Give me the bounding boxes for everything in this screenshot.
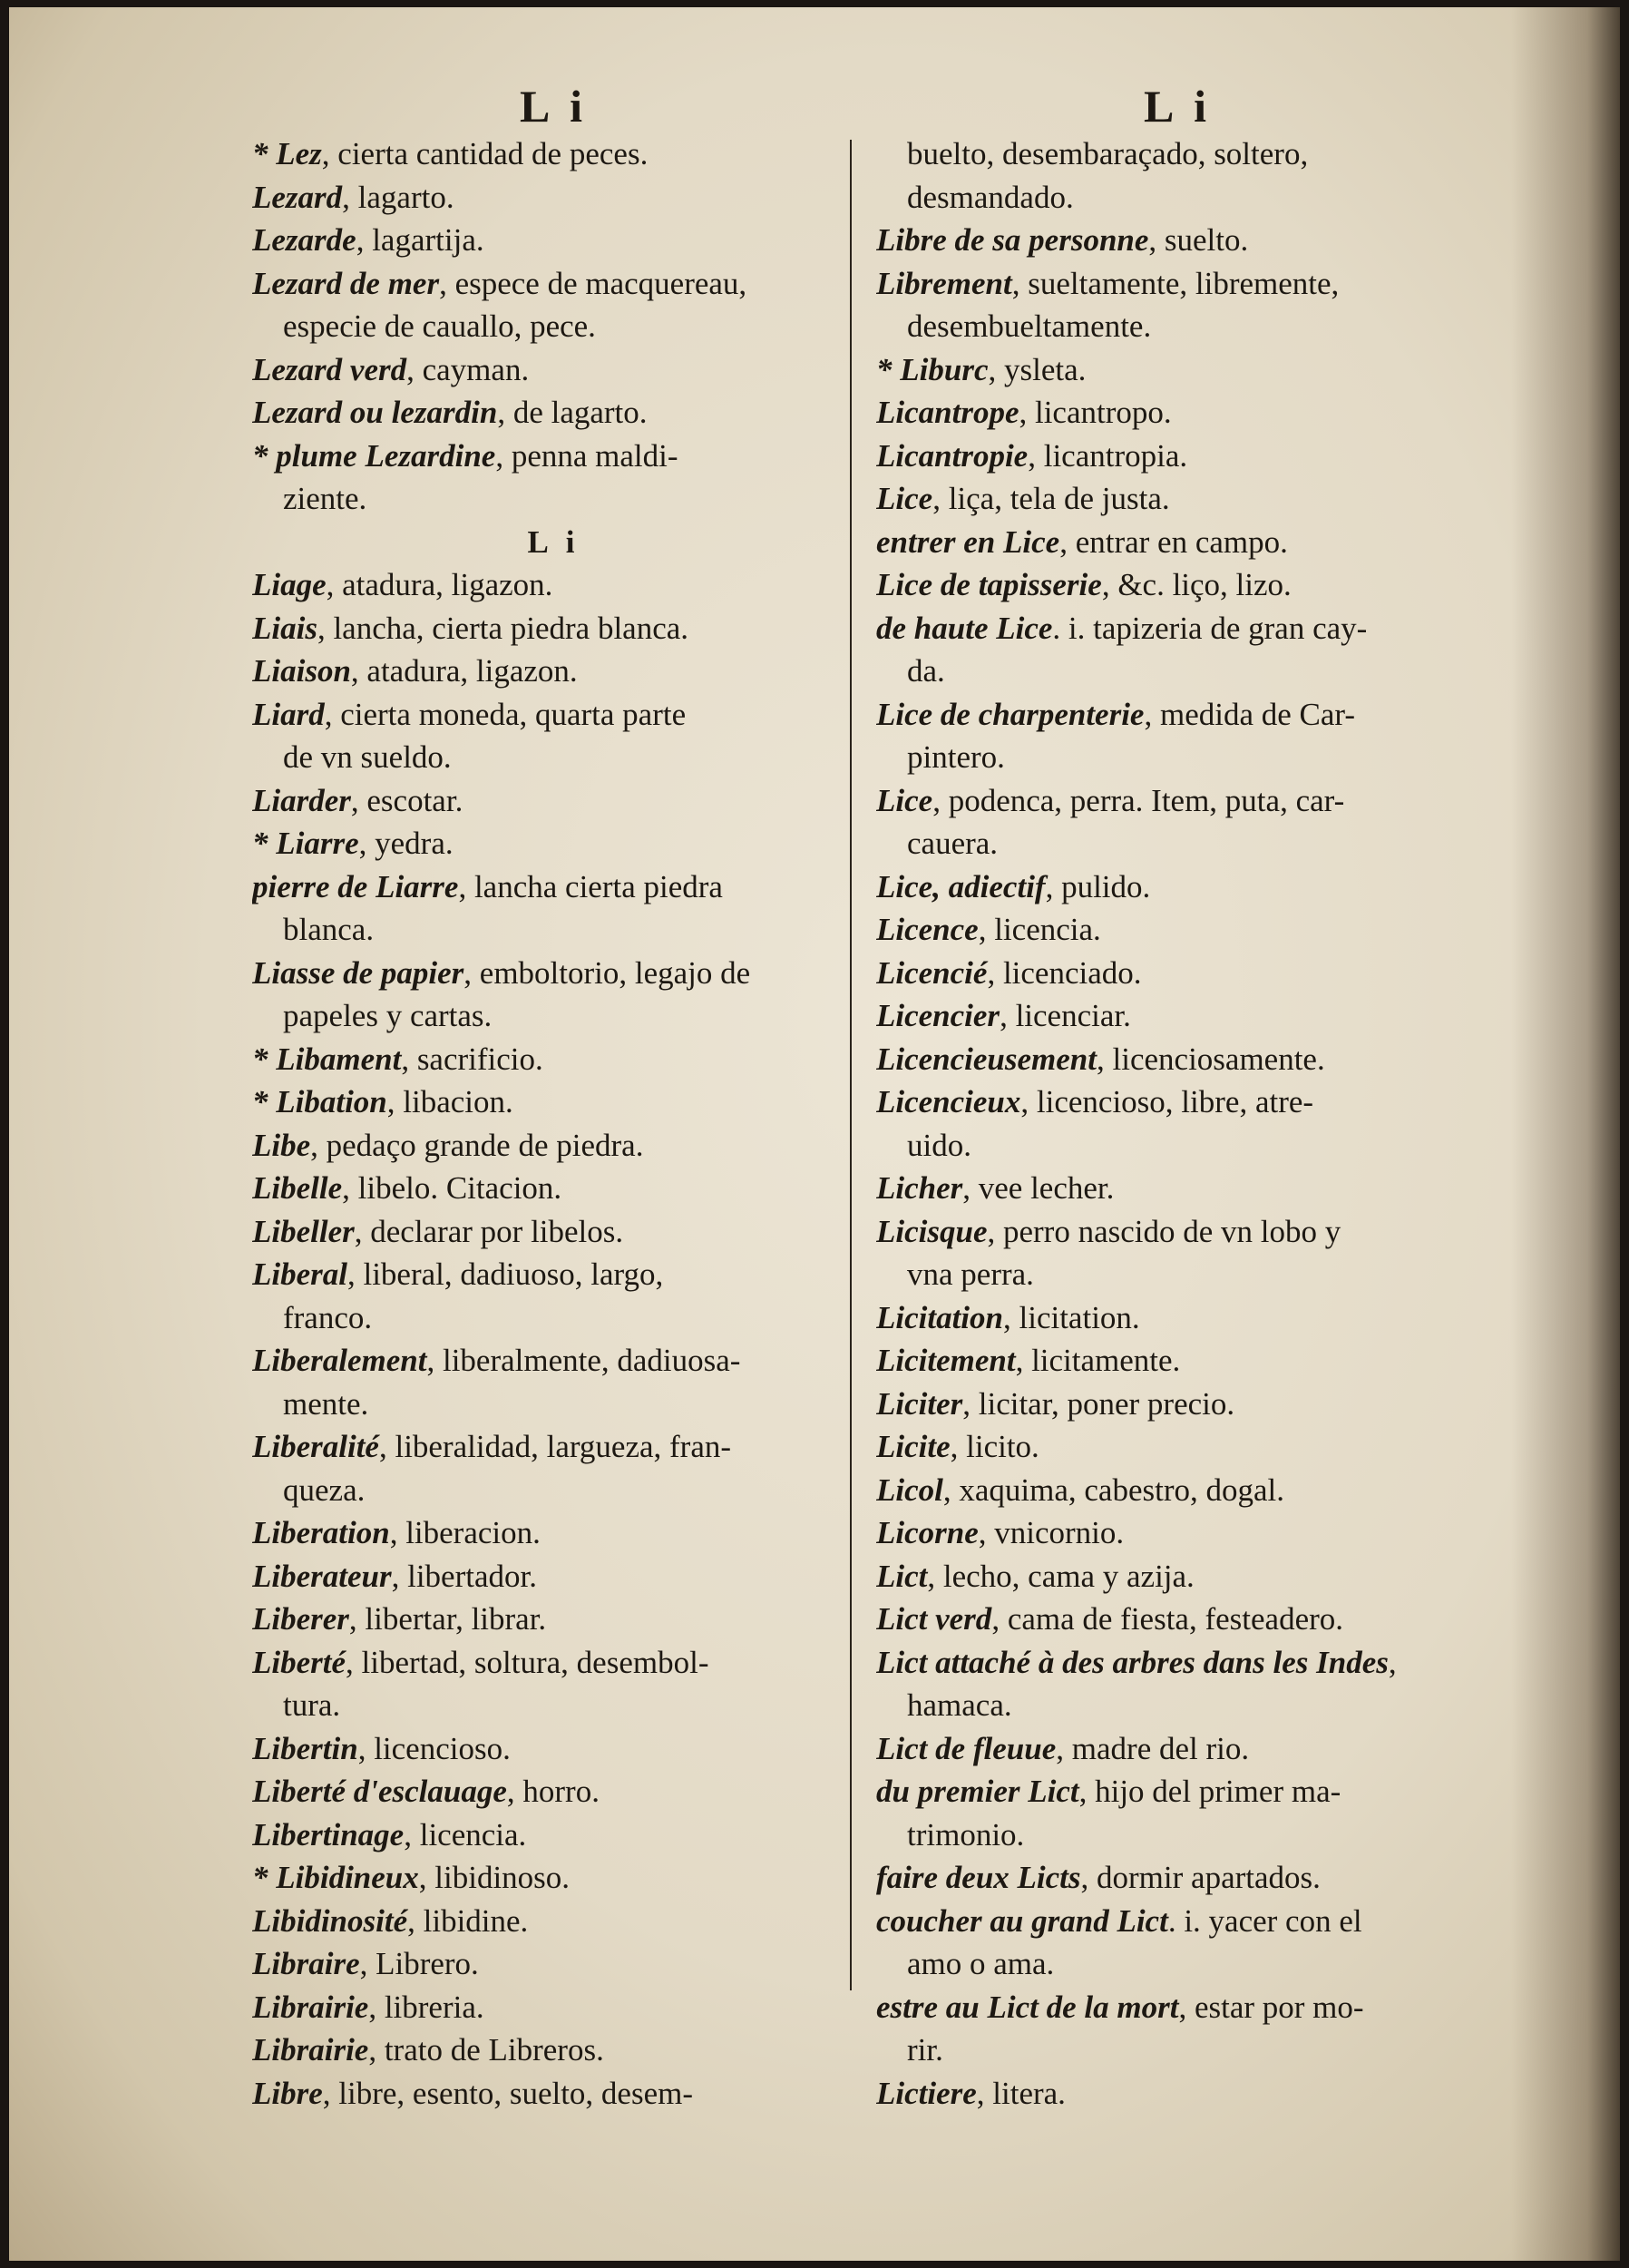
- dictionary-entry-line: [876, 865, 1479, 909]
- entry-definition: , estar por mo-: [1178, 1989, 1364, 2025]
- entry-definition: , licantropo.: [1019, 395, 1172, 430]
- entry-definition: , licito.: [950, 1429, 1039, 1464]
- dictionary-entry-line: [252, 1598, 855, 1641]
- dictionary-entry-line: [876, 435, 1479, 478]
- entry-definition: , vnicornio.: [978, 1515, 1125, 1550]
- entry-headword: Licorne: [876, 1515, 979, 1550]
- entry-headword: * Libament: [252, 1041, 402, 1077]
- entry-definition: , dormir apartados.: [1080, 1860, 1321, 1895]
- entry-headword: Liciter: [876, 1385, 963, 1422]
- dictionary-entry-line: [252, 1511, 855, 1555]
- dictionary-entry-line: [876, 521, 1479, 564]
- dictionary-entry-line: [252, 176, 855, 220]
- entry-headword: * Lez: [252, 136, 322, 171]
- entry-headword: Liberté: [252, 1644, 346, 1680]
- entry-definition: , cierta moneda, quarta parte: [324, 696, 687, 732]
- entry-definition: , licitar, poner precio.: [962, 1385, 1235, 1422]
- entry-continuation-line: [252, 1469, 855, 1512]
- entry-definition: . i. yacer con el: [1167, 1902, 1362, 1939]
- dictionary-entry-line: [252, 650, 855, 693]
- dictionary-entry-line: [876, 1469, 1479, 1512]
- entry-definition: , lancha, cierta piedra blanca.: [317, 610, 689, 646]
- entry-definition: , perro nascido de vn lobo y: [987, 1213, 1341, 1249]
- entry-continuation-line: [876, 132, 1479, 176]
- dictionary-entry-line: [876, 477, 1479, 521]
- dictionary-entry-line: [876, 1900, 1479, 1943]
- left-column-entries: [252, 132, 855, 2115]
- entry-definition: , licitamente.: [1015, 1343, 1181, 1378]
- entry-headword: Lict verd: [876, 1601, 992, 1637]
- dictionary-entry-line: [876, 391, 1479, 435]
- entry-definition: , medida de Car-: [1144, 696, 1356, 732]
- entry-continuation-line: [252, 305, 855, 348]
- entry-headword: Lezard de mer: [252, 265, 440, 301]
- right-column-entries: [876, 132, 1479, 2115]
- entry-headword: Librairie: [252, 1989, 369, 2025]
- dictionary-entry-line: [876, 908, 1479, 952]
- entry-definition: , licenciar.: [1000, 998, 1131, 1033]
- entry-headword: * Libation: [252, 1084, 387, 1119]
- entry-headword: Librairie: [252, 2032, 369, 2068]
- dictionary-entry-line: [876, 1425, 1479, 1469]
- entry-definition: , xaquima, cabestro, dogal.: [942, 1471, 1285, 1508]
- entry-continuation-line: [252, 1684, 855, 1727]
- dictionary-entry-line: [252, 779, 855, 823]
- dictionary-entry-line: [252, 822, 855, 865]
- dictionary-entry-line: [252, 1425, 855, 1469]
- entry-definition: trimonio.: [907, 1816, 1025, 1853]
- entry-definition: buelto, desembaraçado, soltero,: [907, 136, 1309, 171]
- entry-definition: tura.: [283, 1687, 341, 1723]
- entry-definition: , atadura, ligazon.: [326, 567, 553, 602]
- entry-continuation-line: [876, 736, 1479, 779]
- entry-headword: Liberation: [252, 1515, 390, 1550]
- entry-headword: Licencieux: [876, 1084, 1021, 1119]
- entry-headword: Licisque: [876, 1213, 988, 1249]
- entry-headword: Licantropie: [876, 437, 1029, 474]
- entry-definition: , vee lecher.: [962, 1170, 1115, 1206]
- dictionary-entry-line: [252, 607, 855, 650]
- entry-headword: Licantrope: [876, 395, 1019, 430]
- entry-definition: , lancha cierta piedra: [458, 868, 723, 904]
- entry-definition: cauera.: [907, 826, 999, 861]
- entry-headword: Libertin: [252, 1730, 358, 1766]
- dictionary-entry-line: [252, 262, 855, 306]
- entry-headword: Lice, adiectif: [876, 868, 1046, 904]
- entry-headword: Licite: [876, 1429, 951, 1464]
- entry-definition: ,: [1388, 1644, 1397, 1680]
- dictionary-entry-line: [876, 1038, 1479, 1081]
- entry-definition: , lagartija.: [356, 222, 484, 258]
- entry-headword: Libre de sa personne: [876, 222, 1149, 258]
- entry-headword: * Liburc: [876, 351, 989, 387]
- entry-headword: Licencieusement: [876, 1041, 1097, 1077]
- entry-headword: coucher au grand Lict: [876, 1902, 1168, 1939]
- entry-definition: vna perra.: [907, 1256, 1034, 1292]
- entry-continuation-line: [252, 736, 855, 779]
- entry-definition: , liberacion.: [389, 1515, 541, 1550]
- dictionary-entry-line: [252, 1167, 855, 1210]
- entry-headword: * Liarre: [252, 826, 359, 861]
- entry-headword: Licitation: [876, 1299, 1003, 1335]
- dictionary-entry-line: [876, 1641, 1479, 1685]
- dictionary-entry-line: [252, 1210, 855, 1254]
- entry-definition: , penna maldi-: [495, 437, 678, 474]
- dictionary-entry-line: [876, 952, 1479, 995]
- entry-headword: Liais: [252, 610, 317, 646]
- dictionary-entry-line: [876, 779, 1479, 823]
- entry-headword: Licitement: [876, 1343, 1016, 1378]
- entry-headword: Libe: [252, 1127, 311, 1163]
- dictionary-entry-line: [876, 1080, 1479, 1124]
- entry-headword: Lict: [876, 1558, 928, 1594]
- entry-definition: , lagarto.: [342, 179, 454, 215]
- entry-definition: , &c. liço, lizo.: [1101, 567, 1292, 602]
- entry-headword: entrer en Lice: [876, 523, 1060, 560]
- entry-definition: , cama de fiesta, festeadero.: [991, 1601, 1344, 1637]
- entry-definition: , liberalmente, dadiuosa-: [426, 1343, 741, 1378]
- entry-headword: Libelle: [252, 1170, 343, 1206]
- entry-continuation-line: [252, 1296, 855, 1340]
- entry-headword: Liberté d'esclauage: [252, 1774, 507, 1809]
- dictionary-entry-line: [252, 391, 855, 435]
- entry-definition: , liberalidad, largueza, fran-: [378, 1429, 732, 1464]
- dictionary-entry-line: [252, 1942, 855, 1986]
- entry-definition: , hijo del primer ma-: [1078, 1774, 1341, 1809]
- entry-definition: , licencioso.: [357, 1730, 511, 1766]
- entry-definition: , cayman.: [406, 351, 530, 387]
- entry-headword: Libeller: [252, 1213, 355, 1249]
- entry-definition: ziente.: [283, 481, 367, 516]
- entry-definition: hamaca.: [907, 1687, 1012, 1723]
- entry-continuation-line: [252, 477, 855, 521]
- entry-definition: , Librero.: [359, 1946, 479, 1981]
- entry-definition: , licencia.: [978, 912, 1101, 947]
- dictionary-entry-line: [876, 994, 1479, 1038]
- entry-definition: , licencioso, libre, atre-: [1020, 1084, 1314, 1119]
- dictionary-entry-line: [876, 1167, 1479, 1210]
- dictionary-entry-line: [252, 1339, 855, 1383]
- entry-definition: , licantropia.: [1028, 437, 1188, 474]
- entry-definition: blanca.: [283, 912, 375, 947]
- entry-definition: , emboltorio, legajo de: [463, 954, 751, 991]
- entry-headword: Liberateur: [252, 1558, 392, 1594]
- entry-headword: Lezard: [252, 179, 343, 215]
- entry-definition: amo o ama.: [907, 1946, 1055, 1981]
- dictionary-entry-line: [876, 262, 1479, 306]
- entry-headword: Liarder: [252, 782, 351, 818]
- entry-continuation-line: [876, 650, 1479, 693]
- dictionary-entry-line: [876, 1727, 1479, 1771]
- entry-definition: , licenciado.: [987, 954, 1142, 991]
- dictionary-entry-line: [252, 219, 855, 262]
- entry-continuation-line: [876, 822, 1479, 865]
- entry-definition: , suelto.: [1148, 222, 1249, 258]
- entry-continuation-line: [876, 305, 1479, 348]
- entry-definition: , libre, esento, suelto, desem-: [322, 2075, 693, 2111]
- dictionary-entry-line: [252, 865, 855, 909]
- entry-definition: , libidinoso.: [418, 1860, 571, 1895]
- entry-headword: du premier Lict: [876, 1774, 1079, 1809]
- entry-definition: , horro.: [506, 1774, 600, 1809]
- entry-continuation-line: [252, 908, 855, 952]
- dictionary-entry-line: [252, 2072, 855, 2116]
- entry-definition: , libidine.: [407, 1902, 529, 1939]
- dictionary-entry-line: [876, 1986, 1479, 2029]
- entry-headword: Lice de tapisserie: [876, 567, 1102, 602]
- entry-definition: , madre del rio.: [1056, 1730, 1250, 1766]
- entry-definition: , sacrificio.: [401, 1041, 543, 1077]
- entry-continuation-line: [876, 1942, 1479, 1986]
- entry-definition: , podenca, perra. Item, puta, car-: [932, 782, 1345, 818]
- entry-definition: , trato de Libreros.: [368, 2032, 604, 2068]
- entry-definition: pintero.: [907, 739, 1005, 775]
- entry-continuation-line: [876, 1253, 1479, 1296]
- dictionary-entry-line: [252, 1253, 855, 1296]
- entry-headword: Librement: [876, 265, 1012, 301]
- dictionary-entry-line: [876, 1296, 1479, 1340]
- entry-definition: , declarar por libelos.: [354, 1213, 624, 1249]
- entry-headword: Liard: [252, 696, 325, 732]
- dictionary-entry-line: [252, 1038, 855, 1081]
- entry-definition: L i: [527, 523, 580, 560]
- entry-definition: , entrar en campo.: [1059, 523, 1288, 560]
- entry-definition: , pulido.: [1045, 868, 1151, 904]
- entry-definition: queza.: [283, 1471, 366, 1508]
- dictionary-entry-line: [876, 1856, 1479, 1900]
- entry-headword: Licence: [876, 912, 979, 947]
- dictionary-entry-line: [876, 1511, 1479, 1555]
- entry-definition: , liberal, dadiuoso, largo,: [346, 1256, 664, 1292]
- left-column-heading: L i: [520, 81, 588, 132]
- entry-headword: Licher: [876, 1170, 963, 1206]
- entry-definition: , sueltamente, libremente,: [1011, 265, 1340, 301]
- entry-headword: Lezard verd: [252, 351, 407, 387]
- entry-headword: * plume Lezardine: [252, 437, 496, 474]
- dictionary-entry-line: [876, 1598, 1479, 1641]
- entry-definition: especie de cauallo, pece.: [283, 308, 596, 344]
- entry-continuation-line: [876, 1124, 1479, 1168]
- entry-definition: , libertador.: [391, 1558, 537, 1594]
- entry-headword: Lice: [876, 481, 933, 516]
- dictionary-entry-line: [876, 1383, 1479, 1426]
- entry-definition: , escotar.: [350, 782, 463, 818]
- section-letter-heading: [252, 521, 855, 564]
- entry-definition: , cierta cantidad de peces.: [321, 136, 649, 171]
- dictionary-entry-line: [252, 1641, 855, 1685]
- entry-definition: , lecho, cama y azija.: [927, 1558, 1195, 1594]
- entry-definition: , libertar, librar.: [348, 1601, 547, 1637]
- entry-headword: Liberal: [252, 1256, 347, 1292]
- entry-definition: , ysleta.: [988, 351, 1087, 387]
- dictionary-entry-line: [876, 348, 1479, 392]
- dictionary-entry-line: [252, 1856, 855, 1900]
- entry-headword: Lice: [876, 782, 933, 818]
- entry-definition: desmandado.: [907, 179, 1074, 215]
- entry-definition: , litera.: [976, 2075, 1066, 2111]
- entry-headword: Libertinage: [252, 1816, 405, 1853]
- entry-continuation-line: [252, 994, 855, 1038]
- entry-definition: uido.: [907, 1127, 971, 1163]
- dictionary-entry-line: [252, 1124, 855, 1168]
- dictionary-entry-line: [252, 1900, 855, 1943]
- dictionary-entry-line: [876, 1210, 1479, 1254]
- entry-headword: Lictiere: [876, 2075, 977, 2111]
- entry-headword: Lezard ou lezardin: [252, 395, 498, 430]
- entry-definition: , yedra.: [358, 826, 454, 861]
- entry-headword: Lice de charpenterie: [876, 696, 1145, 732]
- entry-definition: , liça, tela de justa.: [932, 481, 1170, 516]
- dictionary-entry-line: [252, 1727, 855, 1771]
- entry-headword: Libraire: [252, 1946, 360, 1981]
- entry-definition: , espece de macquereau,: [439, 265, 747, 301]
- dictionary-entry-line: [252, 1813, 855, 1857]
- entry-definition: , licitation.: [1003, 1299, 1140, 1335]
- entry-headword: estre au Lict de la mort: [876, 1989, 1179, 2025]
- entry-headword: Liaison: [252, 653, 351, 689]
- dictionary-entry-line: [876, 1770, 1479, 1813]
- entry-continuation-line: [876, 1684, 1479, 1727]
- entry-definition: , de lagarto.: [497, 395, 648, 430]
- entry-definition: , licenciosamente.: [1097, 1041, 1325, 1077]
- entry-headword: Liage: [252, 567, 327, 602]
- entry-continuation-line: [876, 1813, 1479, 1857]
- entry-headword: Licencier: [876, 998, 1000, 1033]
- entry-headword: Licencié: [876, 954, 988, 991]
- dictionary-entry-line: [252, 1555, 855, 1598]
- dictionary-entry-line: [876, 1339, 1479, 1383]
- entry-headword: faire deux Licts: [876, 1860, 1081, 1895]
- entry-definition: da.: [907, 653, 945, 689]
- entry-definition: , libreria.: [368, 1989, 484, 2025]
- dictionary-page: [9, 7, 1620, 2261]
- dictionary-entry-line: [252, 693, 855, 737]
- entry-definition: . i. tapizeria de gran cay-: [1052, 610, 1368, 646]
- entry-definition: , libacion.: [386, 1084, 513, 1119]
- dictionary-entry-line: [252, 348, 855, 392]
- dictionary-entry-line: [876, 219, 1479, 262]
- entry-headword: Libre: [252, 2075, 323, 2111]
- left-column: [252, 82, 855, 2115]
- dictionary-entry-line: [252, 1770, 855, 1813]
- entry-headword: Liasse de papier: [252, 954, 464, 991]
- entry-definition: franco.: [283, 1299, 373, 1335]
- entry-definition: de vn sueldo.: [283, 739, 452, 775]
- right-column-heading: L i: [1144, 81, 1212, 132]
- entry-continuation-line: [252, 1383, 855, 1426]
- entry-headword: Liberalement: [252, 1343, 427, 1378]
- dictionary-entry-line: [252, 952, 855, 995]
- entry-definition: papeles y cartas.: [283, 998, 493, 1033]
- entry-definition: , libelo. Citacion.: [342, 1170, 562, 1206]
- dictionary-entry-line: [252, 435, 855, 478]
- dictionary-entry-line: [876, 693, 1479, 737]
- entry-definition: , pedaço grande de piedra.: [310, 1127, 644, 1163]
- entry-definition: mente.: [283, 1385, 369, 1422]
- entry-definition: , libertad, soltura, desembol-: [346, 1644, 709, 1680]
- entry-continuation-line: [876, 176, 1479, 220]
- entry-headword: Lict attaché à des arbres dans les Indes: [876, 1644, 1389, 1680]
- entry-headword: Libidinosité: [252, 1902, 408, 1939]
- entry-definition: desembueltamente.: [907, 308, 1152, 344]
- entry-headword: pierre de Liarre: [252, 868, 459, 904]
- entry-headword: Liberalité: [252, 1429, 379, 1464]
- entry-headword: * Libidineux: [252, 1860, 419, 1895]
- dictionary-entry-line: [876, 2072, 1479, 2116]
- dictionary-entry-line: [252, 563, 855, 607]
- entry-headword: Lezarde: [252, 222, 356, 258]
- dictionary-entry-line: [252, 1080, 855, 1124]
- right-column: [876, 82, 1479, 2115]
- column-divider-rule: [850, 140, 852, 1990]
- entry-headword: Licol: [876, 1471, 943, 1508]
- entry-headword: Lict de fleuue: [876, 1730, 1057, 1766]
- entry-continuation-line: [876, 2028, 1479, 2072]
- dictionary-entry-line: [876, 607, 1479, 650]
- dictionary-entry-line: [876, 563, 1479, 607]
- dictionary-entry-line: [252, 132, 855, 176]
- entry-headword: de haute Lice: [876, 610, 1053, 646]
- entry-definition: , atadura, ligazon.: [350, 653, 578, 689]
- entry-definition: , licencia.: [404, 1816, 527, 1853]
- entry-headword: Liberer: [252, 1601, 349, 1637]
- dictionary-entry-line: [252, 1986, 855, 2029]
- dictionary-entry-line: [252, 2028, 855, 2072]
- entry-definition: rir.: [907, 2032, 943, 2068]
- dictionary-entry-line: [876, 1555, 1479, 1598]
